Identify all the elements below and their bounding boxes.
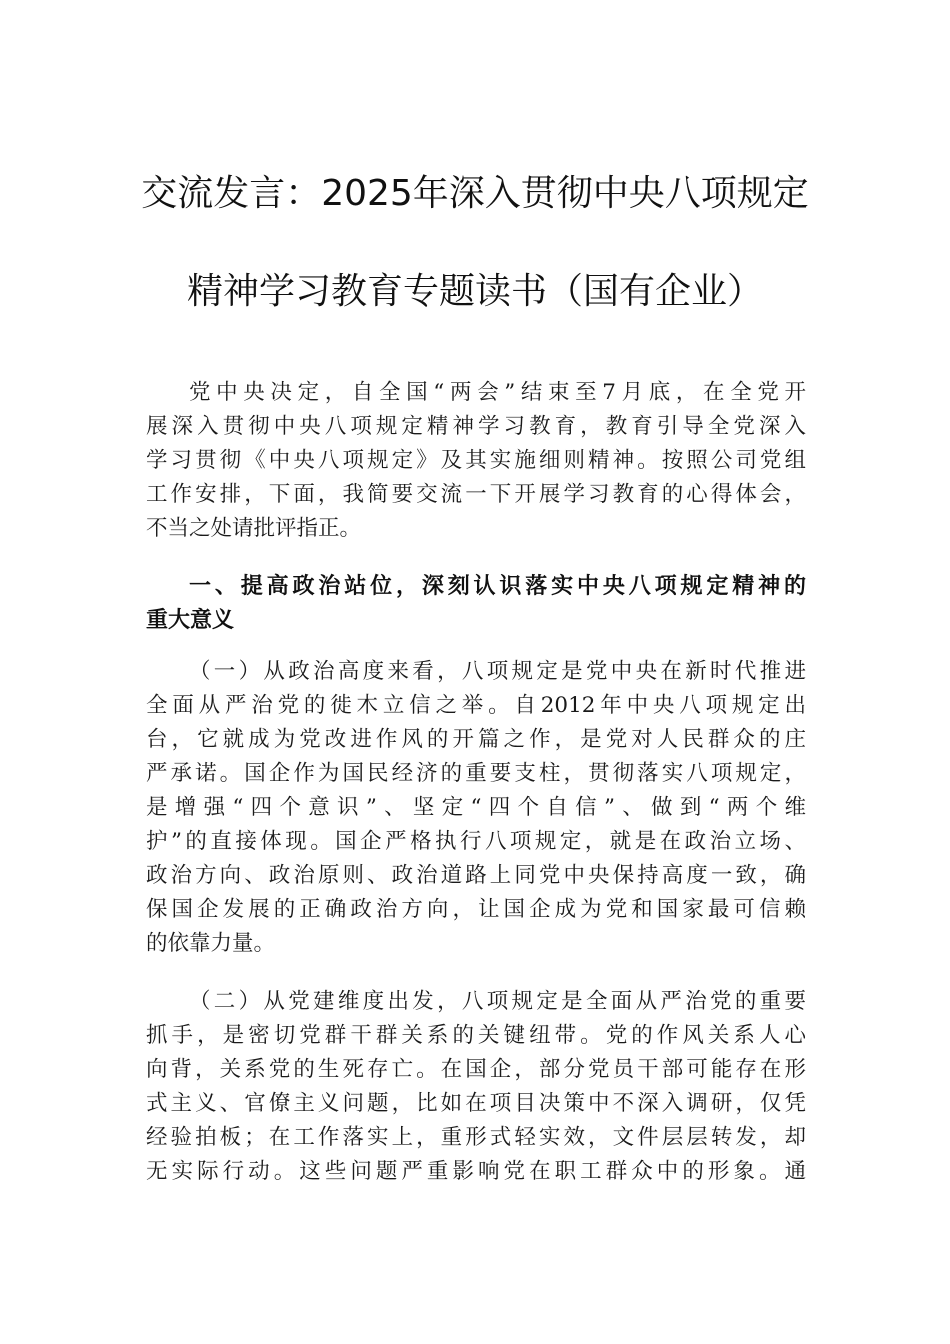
paragraph-line: 抓手，是密切党群干群关系的关键纽带。党的作风关系人心 <box>146 1023 806 1048</box>
intro-line: 工作安排，下面，我简要交流一下开展学习教育的心得体会， <box>146 482 806 507</box>
paragraph-line: （二）从党建维度出发，八项规定是全面从严治党的重要 <box>189 989 806 1014</box>
heading-line: 重大意义 <box>146 608 235 633</box>
paragraph-line: 向背，关系党的生死存亡。在国企，部分党员干部可能存在形 <box>146 1057 806 1082</box>
paragraph-line: 保国企发展的正确政治方向，让国企成为党和国家最可信赖 <box>146 897 806 922</box>
paragraph-line: 的依靠力量。 <box>146 931 276 956</box>
intro-line: 学习贯彻《中央八项规定》及其实施细则精神。按照公司党组 <box>146 448 806 473</box>
intro-line: 展深入贯彻中央八项规定精神学习教育，教育引导全党深入 <box>146 414 806 439</box>
document-title-line-2: 精神学习教育专题读书（国有企业） <box>186 271 763 312</box>
intro-line: 不当之处请批评指正。 <box>146 516 362 541</box>
paragraph-line: 是增强“四个意识”、坚定“四个自信”、做到“两个维 <box>146 795 806 820</box>
paragraph-line: 全面从严治党的徙木立信之举。自2012年中央八项规定出 <box>146 693 806 718</box>
paragraph-line: 式主义、官僚主义问题，比如在项目决策中不深入调研，仅凭 <box>146 1091 806 1116</box>
document-title-line-1: 交流发言：2025年深入贯彻中央八项规定 <box>141 173 809 214</box>
paragraph-line: 护”的直接体现。国企严格执行八项规定，就是在政治立场、 <box>146 829 806 854</box>
paragraph-line: 无实际行动。这些问题严重影响党在职工群众中的形象。通 <box>146 1159 806 1184</box>
intro-line: 党中央决定，自全国“两会”结束至7月底，在全党开 <box>189 380 806 405</box>
paragraph-line: 严承诺。国企作为国民经济的重要支柱，贯彻落实八项规定， <box>146 761 806 786</box>
paragraph-line: 经验拍板；在工作落实上，重形式轻实效，文件层层转发，却 <box>146 1125 806 1150</box>
paragraph-line: 政治方向、政治原则、政治道路上同党中央保持高度一致，确 <box>146 863 806 888</box>
paragraph-line: 台，它就成为党改进作风的开篇之作，是党对人民群众的庄 <box>146 727 806 752</box>
heading-line: 一、提高政治站位，深刻认识落实中央八项规定精神的 <box>189 574 806 599</box>
paragraph-line: （一）从政治高度来看，八项规定是党中央在新时代推进 <box>189 659 806 684</box>
